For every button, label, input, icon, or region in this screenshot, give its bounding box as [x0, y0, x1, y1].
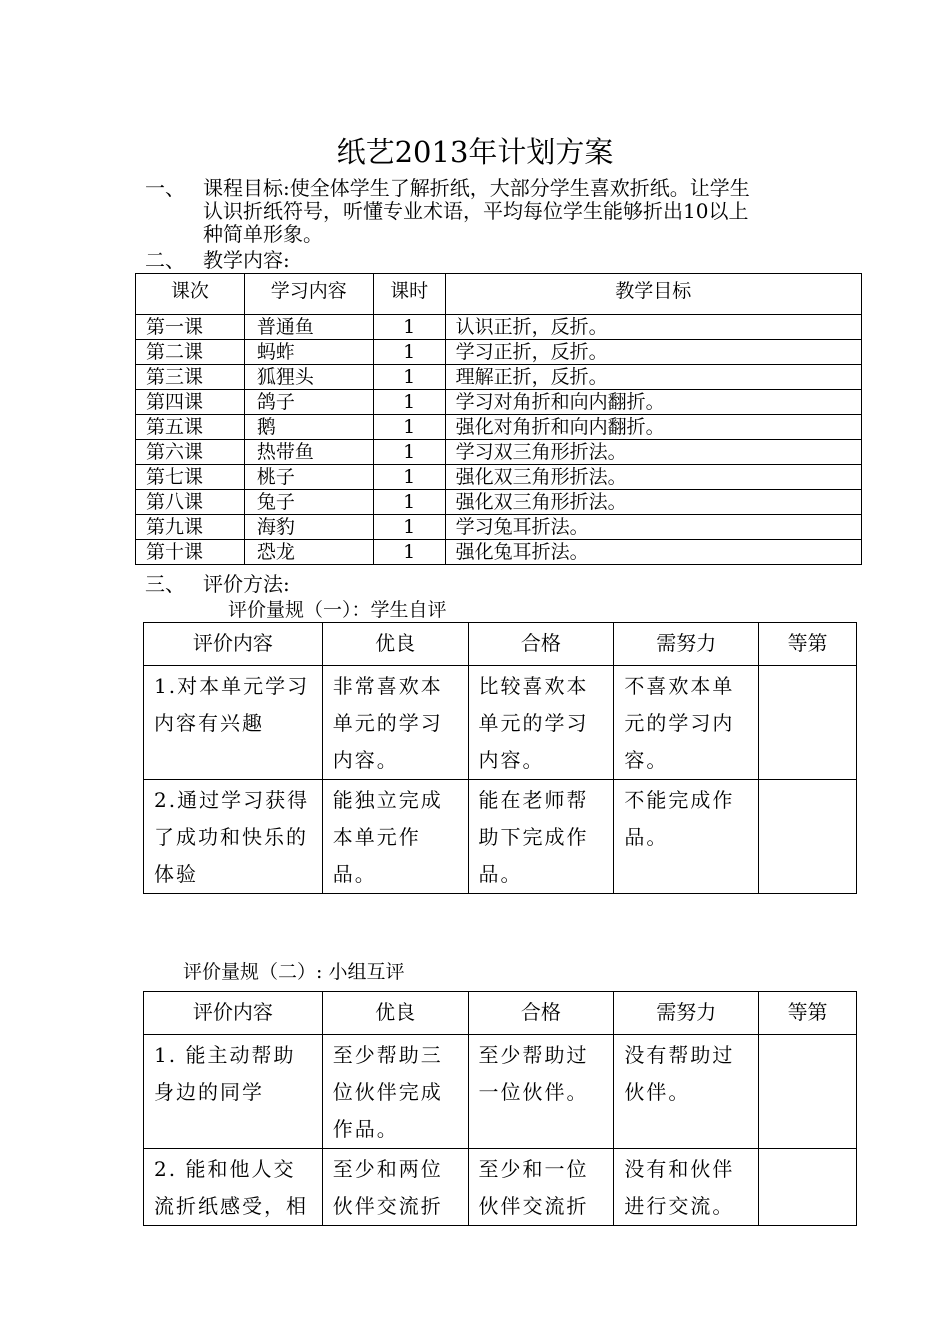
lesson-number-cell: 第七课 [136, 465, 245, 490]
rubric-cell [759, 1149, 857, 1226]
rubric-header-cell: 等第 [759, 992, 857, 1035]
rubric-cell: 1. 能主动帮助身边的同学 [144, 1035, 323, 1149]
lesson-content-cell: 鸽子 [244, 390, 373, 415]
rubric-header-cell: 评价内容 [144, 992, 323, 1035]
lesson-goal-cell: 强化兔耳折法。 [445, 540, 861, 565]
rubric-header-cell: 优良 [322, 992, 468, 1035]
rubric-2-header-row [144, 992, 857, 1035]
lesson-number-cell: 第一课 [136, 315, 245, 340]
rubric-1-header-row [144, 623, 857, 666]
lesson-hours-cell: 1 [373, 315, 445, 340]
rubric-cell: 至少和一位伙伴交流折 [468, 1149, 614, 1226]
lesson-content-cell: 海豹 [244, 515, 373, 540]
rubric-cell: 能在老师帮助下完成作品。 [468, 780, 614, 894]
lesson-number-cell: 第四课 [136, 390, 245, 415]
table-row [144, 780, 857, 894]
rubric-1-caption: 评价量规（一）：学生自评 [228, 599, 447, 621]
section-2-label: 教学内容: [203, 248, 290, 272]
lesson-number-cell: 第二课 [136, 340, 245, 365]
table-row [136, 340, 862, 365]
table-row [136, 390, 862, 415]
rubric-cell: 能独立完成本单元作品。 [322, 780, 468, 894]
section-1-line-1: 课程目标:使全体学生了解折纸，大部分学生喜欢折纸。让学生 [203, 176, 750, 200]
rubric-1-table [143, 622, 857, 894]
rubric-cell: 比较喜欢本单元的学习内容。 [468, 666, 614, 780]
lesson-hours-cell: 1 [373, 390, 445, 415]
table-row [136, 440, 862, 465]
rubric-cell: 1.对本单元学习内容有兴趣 [144, 666, 323, 780]
lesson-hours-cell: 1 [373, 540, 445, 565]
table-row [136, 465, 862, 490]
lesson-goal-cell: 学习正折，反折。 [445, 340, 861, 365]
rubric-cell: 不喜欢本单元的学习内容。 [614, 666, 759, 780]
rubric-2-table [143, 991, 857, 1226]
rubric-header-cell: 合格 [468, 623, 614, 666]
lesson-number-cell: 第八课 [136, 490, 245, 515]
table-row [136, 540, 862, 565]
lesson-number-cell: 第五课 [136, 415, 245, 440]
section-2-number: 二、 [145, 248, 185, 272]
page-title: 纸艺2013年计划方案 [336, 135, 614, 169]
lesson-content-cell: 鹅 [244, 415, 373, 440]
lessons-header-cell: 教学目标 [445, 274, 861, 315]
rubric-cell [759, 666, 857, 780]
rubric-cell: 不能完成作品。 [614, 780, 759, 894]
lesson-content-cell: 兔子 [244, 490, 373, 515]
section-1-line-3: 种简单形象。 [203, 222, 323, 246]
lesson-goal-cell: 理解正折，反折。 [445, 365, 861, 390]
lesson-content-cell: 蚂蚱 [244, 340, 373, 365]
table-row [136, 315, 862, 340]
lesson-number-cell: 第九课 [136, 515, 245, 540]
section-3-label: 评价方法: [203, 572, 290, 596]
lesson-goal-cell: 学习双三角形折法。 [445, 440, 861, 465]
lesson-goal-cell: 学习对角折和向内翻折。 [445, 390, 861, 415]
lesson-content-cell: 恐龙 [244, 540, 373, 565]
table-row [136, 415, 862, 440]
rubric-cell: 2. 能和他人交流折纸感受，相 [144, 1149, 323, 1226]
lesson-hours-cell: 1 [373, 340, 445, 365]
table-row [144, 666, 857, 780]
rubric-header-cell: 等第 [759, 623, 857, 666]
rubric-cell [759, 1035, 857, 1149]
lessons-header-cell: 课次 [136, 274, 245, 315]
section-1-line-2: 认识折纸符号，听懂专业术语，平均每位学生能够折出10以上 [203, 199, 749, 223]
lesson-hours-cell: 1 [373, 365, 445, 390]
rubric-cell: 至少帮助过一位伙伴。 [468, 1035, 614, 1149]
lesson-number-cell: 第十课 [136, 540, 245, 565]
lesson-content-cell: 桃子 [244, 465, 373, 490]
rubric-cell: 非常喜欢本单元的学习内容。 [322, 666, 468, 780]
lesson-hours-cell: 1 [373, 465, 445, 490]
rubric-header-cell: 评价内容 [144, 623, 323, 666]
section-3-number: 三、 [145, 572, 185, 596]
lesson-goal-cell: 学习兔耳折法。 [445, 515, 861, 540]
table-row [136, 365, 862, 390]
lessons-header-row [136, 274, 862, 315]
lesson-content-cell: 热带鱼 [244, 440, 373, 465]
lesson-goal-cell: 强化对角折和向内翻折。 [445, 415, 861, 440]
lessons-table [135, 273, 862, 565]
lesson-content-cell: 狐狸头 [244, 365, 373, 390]
rubric-cell [759, 780, 857, 894]
lesson-content-cell: 普通鱼 [244, 315, 373, 340]
lesson-goal-cell: 强化双三角形折法。 [445, 490, 861, 515]
rubric-2-caption: 评价量规（二）: 小组互评 [183, 961, 405, 983]
rubric-header-cell: 需努力 [614, 992, 759, 1035]
rubric-header-cell: 需努力 [614, 623, 759, 666]
lesson-hours-cell: 1 [373, 515, 445, 540]
table-row [136, 515, 862, 540]
lesson-number-cell: 第三课 [136, 365, 245, 390]
rubric-cell: 至少帮助三位伙伴完成作品。 [322, 1035, 468, 1149]
table-row [144, 1035, 857, 1149]
lesson-hours-cell: 1 [373, 490, 445, 515]
lesson-number-cell: 第六课 [136, 440, 245, 465]
rubric-header-cell: 优良 [322, 623, 468, 666]
lesson-goal-cell: 认识正折，反折。 [445, 315, 861, 340]
lesson-hours-cell: 1 [373, 415, 445, 440]
table-row [136, 490, 862, 515]
rubric-header-cell: 合格 [468, 992, 614, 1035]
rubric-cell: 没有帮助过伙伴。 [614, 1035, 759, 1149]
rubric-cell: 至少和两位伙伴交流折 [322, 1149, 468, 1226]
lesson-hours-cell: 1 [373, 440, 445, 465]
section-1-number: 一、 [145, 176, 185, 200]
lesson-goal-cell: 强化双三角形折法。 [445, 465, 861, 490]
lessons-header-cell: 学习内容 [244, 274, 373, 315]
table-row [144, 1149, 857, 1226]
rubric-cell: 2.通过学习获得了成功和快乐的体验 [144, 780, 323, 894]
rubric-cell: 没有和伙伴进行交流。 [614, 1149, 759, 1226]
lessons-header-cell: 课时 [373, 274, 445, 315]
